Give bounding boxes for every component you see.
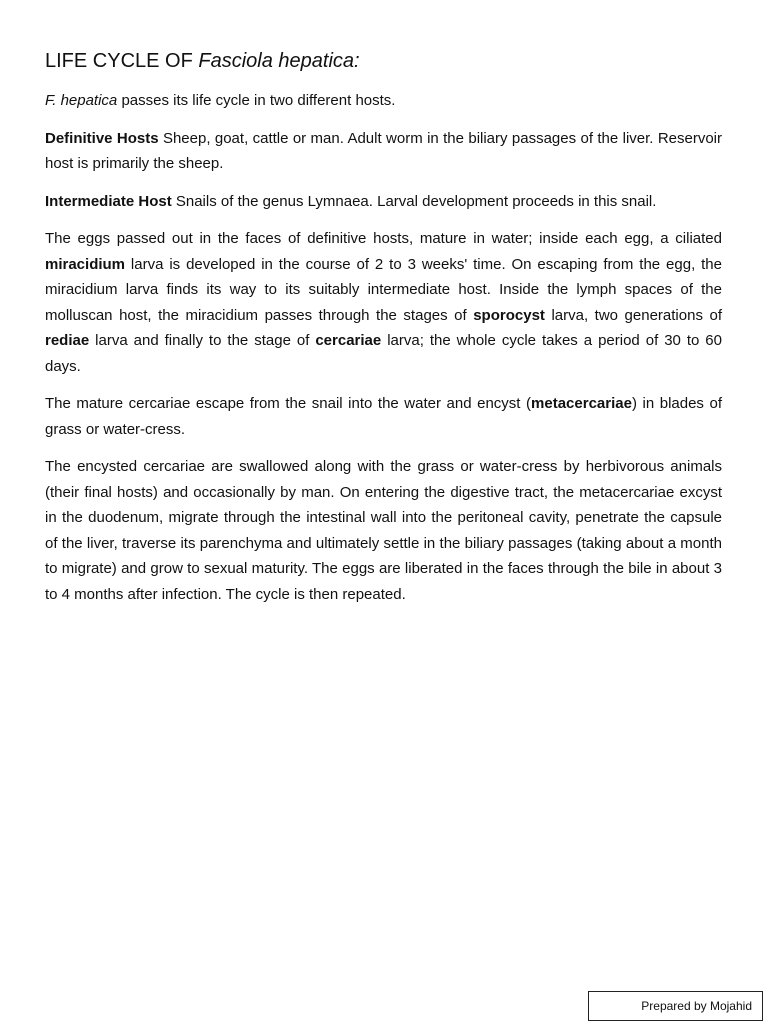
document-body [45, 48, 722, 619]
eggs-paragraph [45, 226, 722, 379]
term-miracidium: miracidium [45, 255, 126, 273]
mature-text-2: ) in blades of grass or water-cress. [45, 395, 722, 438]
intermediate-host-paragraph [45, 189, 722, 215]
title-prefix: LIFE CYCLE OF [45, 50, 199, 72]
definitive-host-paragraph [45, 126, 722, 177]
page-title [45, 48, 722, 74]
author-credit: Prepared by Mojahid [641, 999, 752, 1013]
term-rediae: rediae [45, 332, 90, 349]
title-species: Fasciola hepatica: [198, 50, 360, 72]
eggs-text-4: larva and finally to the stage of [89, 332, 316, 349]
intermediate-host-text: Snails of the genus Lymnaea. Larval development proceeds in this snail. [171, 192, 657, 210]
mature-cercariae-paragraph [45, 391, 722, 442]
mature-text-1: The mature cercariae escape from the snail into the water and encyst ( [45, 395, 532, 412]
intro-paragraph [45, 88, 722, 114]
eggs-text-1: The eggs passed out in the faces of definitive hosts, mature in water; inside each egg, a ciliated [45, 230, 722, 247]
intermediate-host-label: Intermediate Host [45, 192, 172, 210]
intro-text: passes its life cycle in two different hosts. [117, 92, 396, 109]
definitive-host-label: Definitive Hosts [45, 129, 159, 147]
author-credit-box [588, 991, 763, 1021]
term-sporocyst: sporocyst [473, 306, 545, 324]
intro-abbrev: F. hepatica [45, 92, 118, 109]
eggs-text-2: larva is developed in the course of 2 to 3 weeks' time. On escaping from the egg, the miracidium larva finds its way to its suitably intermediate host. Inside the lymph spaces of the molluscan host, the miracidium passes through the stages of [45, 255, 722, 324]
eggs-text-3: larva, two generations of [544, 306, 723, 324]
definitive-host-text: Sheep, goat, cattle or man. Adult worm in the biliary passages of the liver. Reservoir host is primarily the sheep. [45, 129, 723, 172]
term-cercariae: cercariae [315, 332, 382, 349]
term-metacercariae: metacercariae [531, 395, 632, 412]
encysted-cercariae-paragraph: The encysted cercariae are swallowed along with the grass or water-cress by herbivorous animals (their final hosts) and occasionally by man. On entering the digestive tract, the metacercariae excyst in the duodenum, migrate through the intestinal wall into the peritoneal cavity, penetrate the capsule of the liver, traverse its parenchyma and ultimately settle in the biliary passages (taking about a month to migrate) and grow to sexual maturity. The eggs are liberated in the faces through the bile in about 3 to 4 months after infection. The cycle is then repeated. [45, 458, 722, 603]
eggs-text-5: larva; the whole cycle takes a period of 30 to 60 days. [45, 332, 722, 375]
